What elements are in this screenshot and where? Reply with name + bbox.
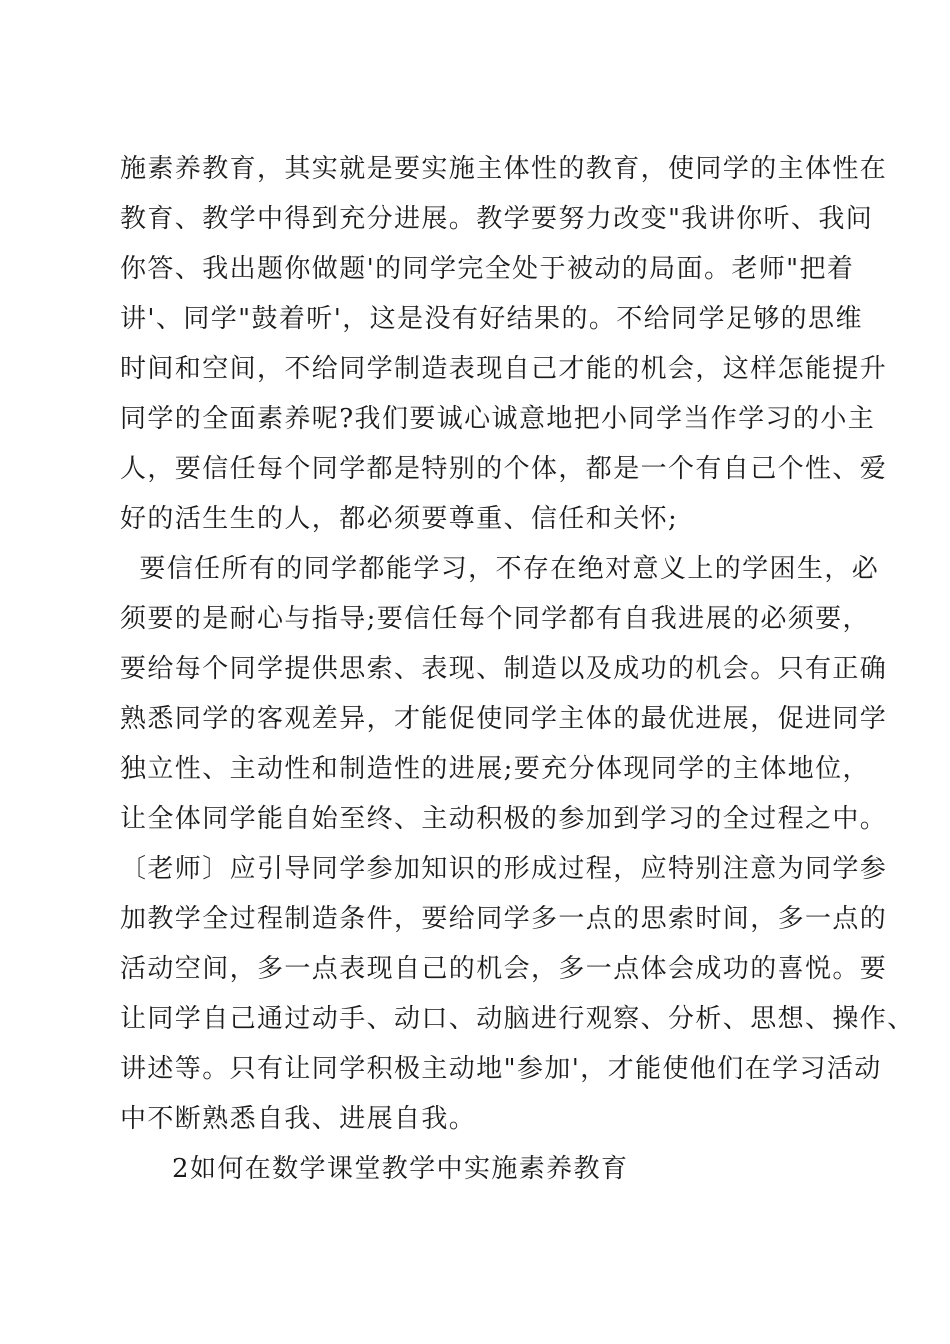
section-heading: 2如何在数学课堂教学中实施素养教育 bbox=[172, 1154, 629, 1184]
body-line-3: 你答、我出题你做题'的同学完全处于被动的局面。老师"把着 bbox=[120, 254, 855, 284]
body-line-8: 好的活生生的人，都必须要尊重、信任和关怀; bbox=[120, 504, 679, 534]
body-line-16: 加教学全过程制造条件，要给同学多一点的思索时间，多一点的 bbox=[120, 904, 888, 934]
body-line-6: 同学的全面素养呢?我们要诚心诚意地把小同学当作学习的小主 bbox=[120, 404, 876, 434]
body-line-5: 时间和空间，不给同学制造表现自己才能的机会，这样怎能提升 bbox=[120, 354, 888, 384]
body-line-2: 教育、教学中得到充分进展。教学要努力改变"我讲你听、我问 bbox=[120, 204, 874, 234]
body-line-20: 中不断熟悉自我、进展自我。 bbox=[120, 1104, 477, 1134]
body-line-17: 活动空间，多一点表现自己的机会，多一点体会成功的喜悦。要 bbox=[120, 954, 888, 984]
body-line-12: 熟悉同学的客观差异，才能促使同学主体的最优进展，促进同学 bbox=[120, 704, 888, 734]
body-line-11: 要给每个同学提供思索、表现、制造以及成功的机会。只有正确 bbox=[120, 654, 888, 684]
body-line-1: 施素养教育，其实就是要实施主体性的教育，使同学的主体性在 bbox=[120, 154, 888, 184]
body-line-14: 让全体同学能自始至终、主动积极的参加到学习的全过程之中。 bbox=[120, 804, 888, 834]
body-line-15: 〔老师〕应引导同学参加知识的形成过程，应特别注意为同学参 bbox=[120, 854, 888, 884]
body-line-18: 让同学自己通过动手、动口、动脑进行观察、分析、思想、操作、 bbox=[120, 1004, 915, 1034]
body-line-13: 独立性、主动性和制造性的进展;要充分体现同学的主体地位， bbox=[120, 754, 870, 784]
body-line-4: 讲'、同学"鼓着听'，这是没有好结果的。不给同学足够的思维 bbox=[120, 304, 863, 334]
body-line-9: 要信任所有的同学都能学习，不存在绝对意义上的学困生，必 bbox=[120, 554, 880, 584]
body-line-10: 须要的是耐心与指导;要信任每个同学都有自我进展的必须要， bbox=[120, 604, 870, 634]
body-line-7: 人，要信任每个同学都是特别的个体，都是一个有自己个性、爱 bbox=[120, 454, 888, 484]
body-line-19: 讲述等。只有让同学积极主动地"参加'，才能使他们在学习活动 bbox=[120, 1054, 882, 1084]
